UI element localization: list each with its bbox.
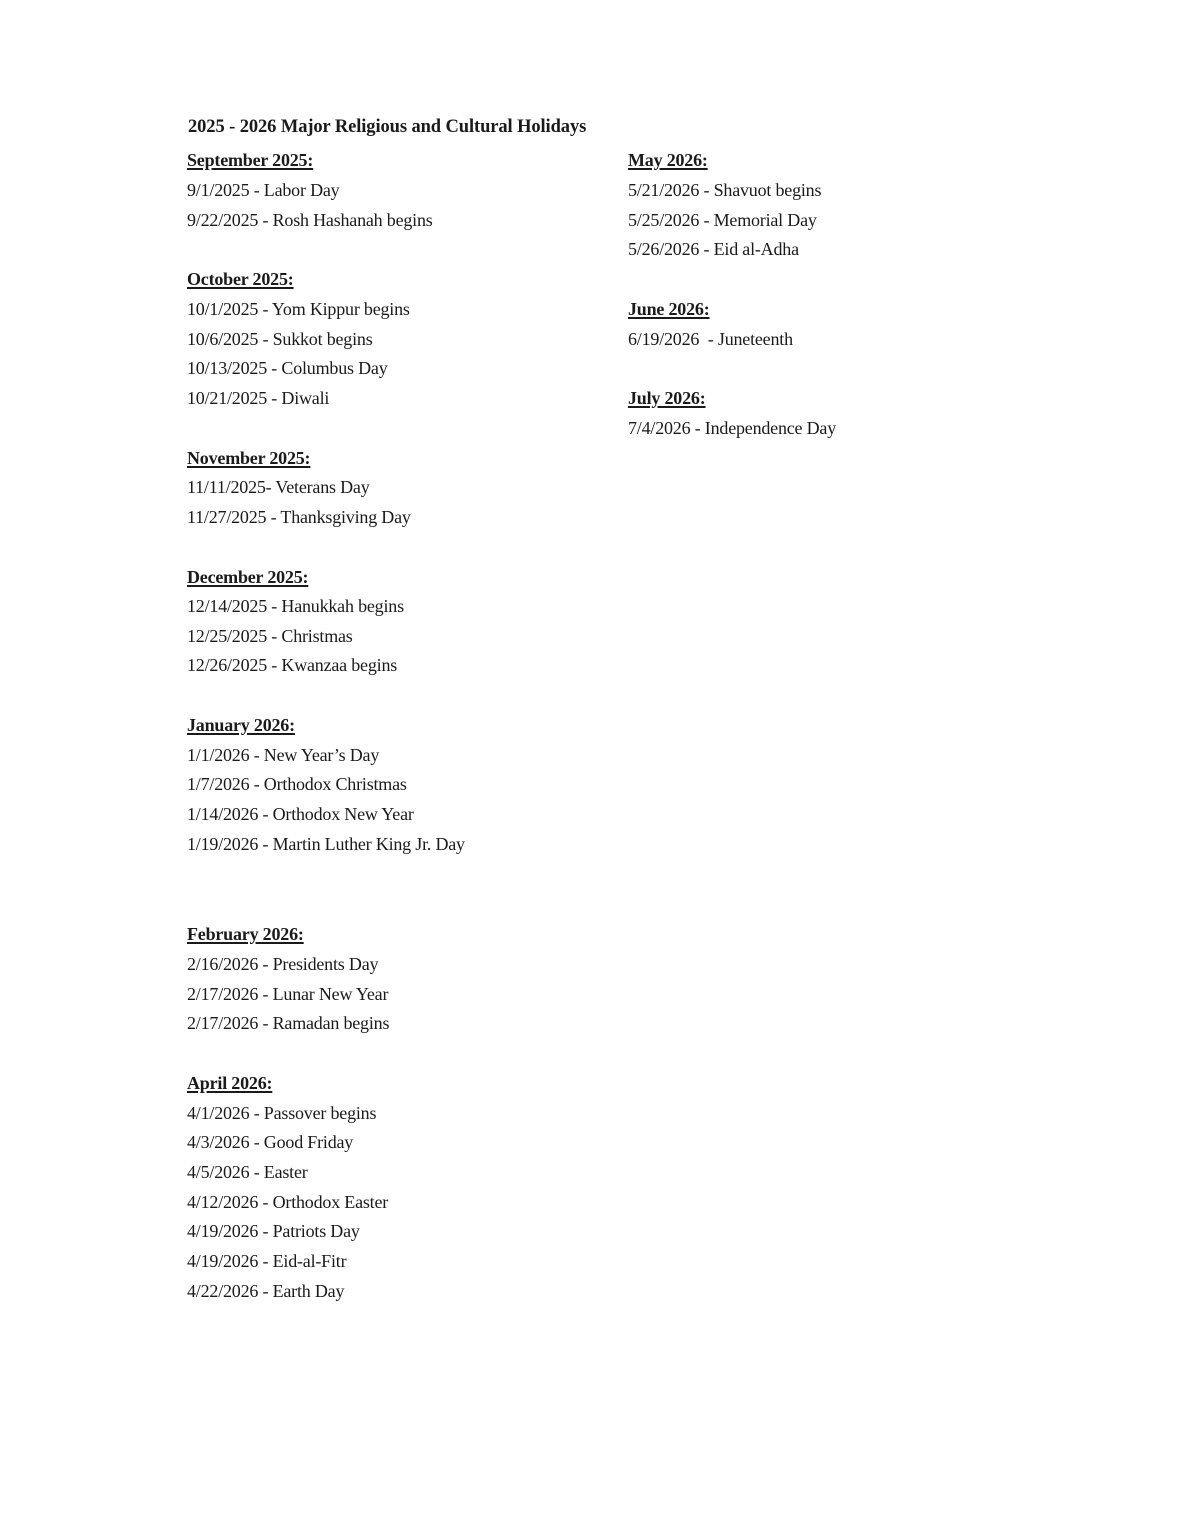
holiday-item: 4/3/2026 - Good Friday	[187, 1132, 354, 1152]
holiday-item: 4/12/2026 - Orthodox Easter	[187, 1192, 389, 1212]
holiday-item: 9/1/2025 - Labor Day	[187, 180, 340, 200]
holiday-item: 12/25/2025 - Christmas	[187, 626, 353, 646]
holiday-item: 10/1/2025 - Yom Kippur begins	[187, 299, 410, 319]
holiday-item: 2/16/2026 - Presidents Day	[187, 954, 379, 974]
section-heading: February 2026:	[187, 924, 304, 944]
holiday-item: 7/4/2026 - Independence Day	[628, 418, 837, 438]
holiday-item: 4/19/2026 - Eid-al-Fitr	[187, 1251, 347, 1271]
section-heading: July 2026:	[628, 388, 706, 408]
holiday-item: 12/26/2025 - Kwanzaa begins	[187, 655, 398, 675]
section-heading: October 2025:	[187, 269, 294, 289]
holiday-item: 5/26/2026 - Eid al-Adha	[628, 239, 799, 259]
holiday-item: 2/17/2026 - Lunar New Year	[187, 984, 389, 1004]
holiday-item: 4/22/2026 - Earth Day	[187, 1281, 345, 1301]
holiday-item: 4/19/2026 - Patriots Day	[187, 1221, 360, 1241]
holiday-item: 4/1/2026 - Passover begins	[187, 1103, 377, 1123]
holiday-item: 1/19/2026 - Martin Luther King Jr. Day	[187, 834, 465, 854]
section-heading: November 2025:	[187, 448, 311, 468]
section-heading: June 2026:	[628, 299, 710, 319]
section-heading: May 2026:	[628, 150, 708, 170]
holiday-item: 10/21/2025 - Diwali	[187, 388, 330, 408]
holiday-item: 5/21/2026 - Shavuot begins	[628, 180, 822, 200]
holiday-item: 1/1/2026 - New Year’s Day	[187, 745, 380, 765]
holiday-item: 2/17/2026 - Ramadan begins	[187, 1013, 390, 1033]
section-heading: January 2026:	[187, 715, 295, 735]
holiday-item: 1/7/2026 - Orthodox Christmas	[187, 774, 407, 794]
holiday-item: 4/5/2026 - Easter	[187, 1162, 308, 1182]
section-heading: December 2025:	[187, 567, 309, 587]
holiday-item: 10/13/2025 - Columbus Day	[187, 358, 388, 378]
section-heading: September 2025:	[187, 150, 314, 170]
holiday-item: 6/19/2026 - Juneteenth	[628, 329, 793, 349]
holiday-item: 12/14/2025 - Hanukkah begins	[187, 596, 404, 616]
holiday-item: 11/27/2025 - Thanksgiving Day	[187, 507, 411, 527]
section-heading: April 2026:	[187, 1073, 273, 1093]
document-title: 2025 - 2026 Major Religious and Cultural Holidays	[188, 117, 587, 137]
holiday-item: 5/25/2026 - Memorial Day	[628, 210, 817, 230]
holiday-item: 11/11/2025- Veterans Day	[187, 477, 370, 497]
holiday-item: 1/14/2026 - Orthodox New Year	[187, 804, 414, 824]
holiday-item: 10/6/2025 - Sukkot begins	[187, 329, 373, 349]
holiday-item: 9/22/2025 - Rosh Hashanah begins	[187, 210, 433, 230]
